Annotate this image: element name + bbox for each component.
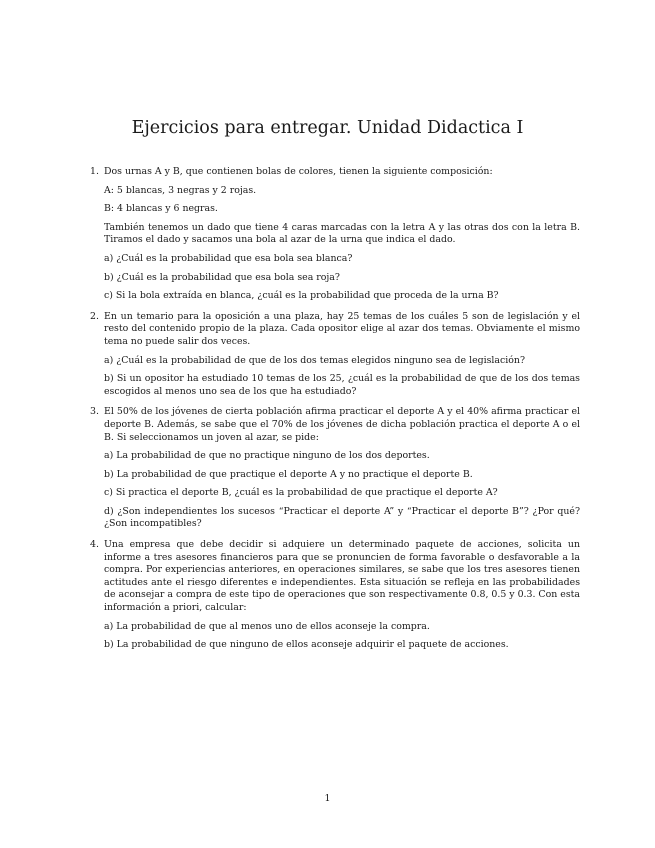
problem-number: 1. bbox=[90, 166, 99, 177]
urn-b-composition: B: 4 blancas y 6 negras. bbox=[104, 203, 218, 215]
question-a: a) ¿Cuál es la probabilidad de que de los dos temas elegidos ninguno sea de legislación? bbox=[104, 354, 525, 366]
question-d: d) ¿Son independientes los sucesos “Practicar el deporte A” y “Practicar el deporte B”? ¿Por qué? ¿Son incompatibles? bbox=[104, 505, 580, 530]
problem-statement: En un temario para la oposición a una plaza, hay 25 temas de los cuáles 5 son de legislación y el resto del contenido propio de la plaza. Cada opositor elige al azar dos temas. Obviamente el mismo tema no puede salir dos veces. bbox=[104, 310, 580, 347]
question-c: c) Si practica el deporte B, ¿cuál es la probabilidad de que practique el deporte A? bbox=[104, 487, 498, 499]
question-b: b) Si un opositor ha estudiado 10 temas de los 25, ¿cuál es la probabilidad de que de los dos temas escogidos al menos uno sea de los que ha estudiado? bbox=[104, 373, 580, 397]
problem-statement: Dos urnas A y B, que contienen bolas de colores, tienen la siguiente composición: bbox=[104, 166, 493, 177]
problem-number: 3. bbox=[90, 406, 99, 418]
question-b: b) ¿Cuál es la probabilidad que esa bola sea roja? bbox=[104, 271, 340, 283]
urn-a-composition: A: 5 blancas, 3 negras y 2 rojas. bbox=[104, 184, 257, 196]
question-b: b) La probabilidad de que ninguno de ellos aconseje adquirir el paquete de acciones. bbox=[104, 639, 509, 651]
problem-2 bbox=[90, 311, 580, 399]
question-a: a) La probabilidad de que al menos uno de ellos aconseje la compra. bbox=[104, 620, 430, 632]
dice-description: También tenemos un dado que tiene 4 caras marcadas con la letra A y las otras dos con la letra B. Tiramos el dado y sacamos una bola al azar de la urna que indica el dado. bbox=[104, 221, 580, 246]
problem-statement: El 50% de los jóvenes de cierta población afirma practicar el deporte A y el 40% afirma practicar el deporte B. Además, se sabe que el 70% de los jóvenes de dicha población practica el deporte A o el B. Si seleccionamos un joven al azar, se pide: bbox=[104, 406, 580, 443]
problem-3 bbox=[90, 406, 580, 531]
page-number: 1 bbox=[324, 793, 331, 804]
problem-1 bbox=[90, 166, 580, 303]
question-a: a) La probabilidad de que no practique ninguno de los dos deportes. bbox=[104, 450, 430, 462]
document-title: Ejercicios para entregar. Unidad Didactica I bbox=[131, 118, 524, 138]
question-c: c) Si la bola extraída en blanca, ¿cuál es la probabilidad que proceda de la urna B? bbox=[104, 290, 499, 302]
problem-statement: Una empresa que debe decidir si adquiere un determinado paquete de acciones, solicita un informe a tres asesores financieros para que se pronuncien de forma favorable o desfavorable a la compra. Por experiencias anteriores, en operaciones similares, se sabe que los tres asesores tienen actitudes ante el riesgo diferentes e independientes. Esta situación se refleja en las probabilidades de aconsejar a compra de este tipo de operaciones que son respectivamente 0.8, 0.5 y 0.3. Con esta información a priori, calcular: bbox=[104, 539, 580, 614]
question-a: a) ¿Cuál es la probabilidad que esa bola sea blanca? bbox=[104, 252, 353, 264]
problem-4 bbox=[90, 539, 580, 652]
question-b: b) La probabilidad de que practique el deporte A y no practique el deporte B. bbox=[104, 468, 473, 480]
problem-number: 4. bbox=[90, 539, 99, 551]
problem-list bbox=[90, 166, 580, 660]
problem-number: 2. bbox=[90, 310, 99, 322]
